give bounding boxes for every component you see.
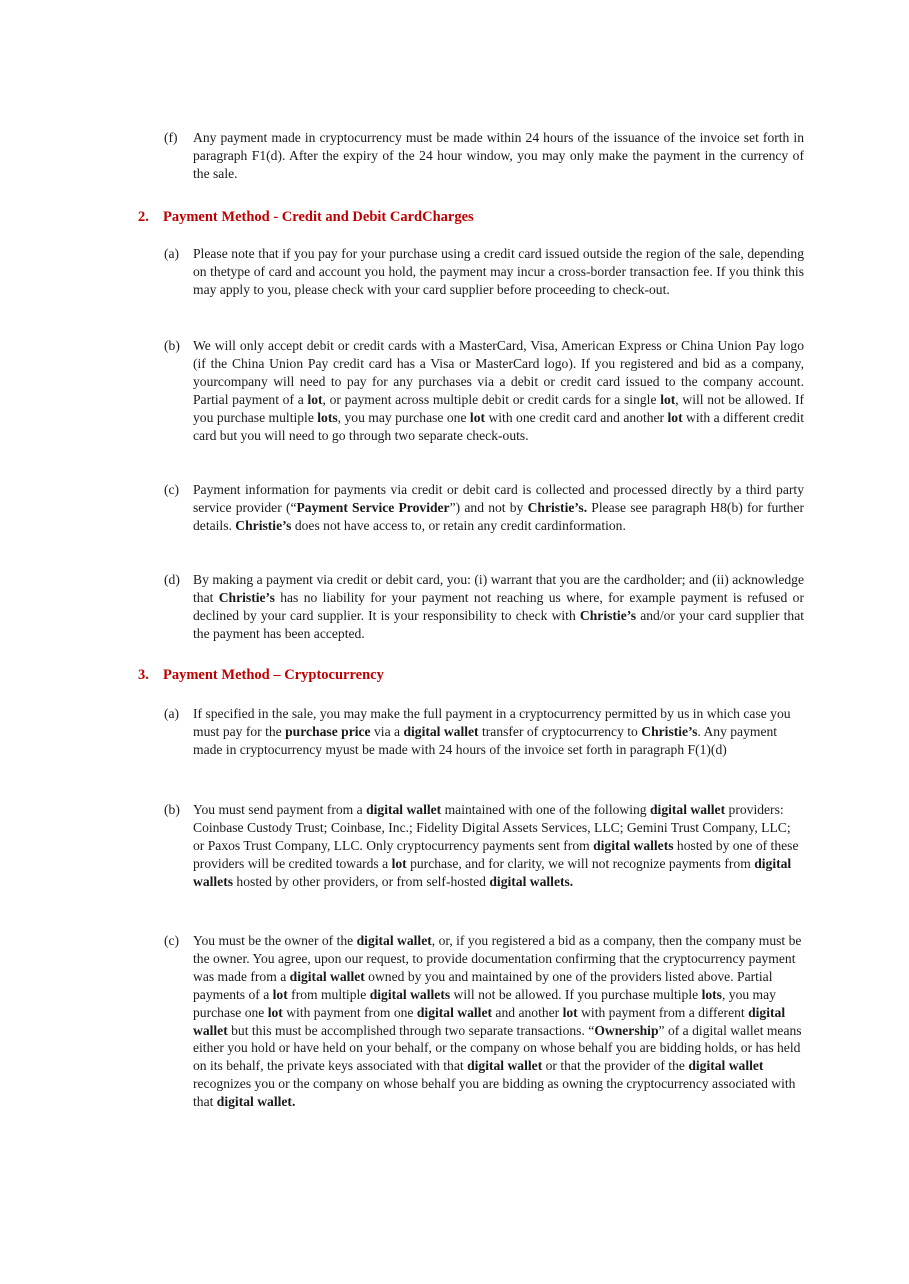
defined-term: digital wallet bbox=[416, 1004, 493, 1020]
defined-term: digital wallet bbox=[649, 802, 726, 817]
section-number: 3. bbox=[138, 667, 149, 683]
item-label: (a) bbox=[164, 246, 180, 261]
defined-term: digital wallets bbox=[369, 986, 451, 1002]
item-label: (b) bbox=[164, 338, 180, 353]
defined-term: Christie’s bbox=[235, 517, 292, 533]
defined-term: lots bbox=[701, 986, 722, 1002]
defined-term: Christie’s bbox=[218, 589, 275, 605]
paragraph-text: By making a payment via credit or debit card, you: (i) warrant that you are the cardholder; and (ii) acknowledge that Christie’s has no liability for your payment not reaching us where, for example payment is refused or declined by your card supplier. It is your responsibility to check with Christie’s and/or your card supplier that the payment has been accepted. bbox=[193, 572, 804, 641]
defined-term: Christie’s. bbox=[527, 499, 588, 515]
item-label: (b) bbox=[164, 802, 180, 817]
paragraph-3c bbox=[164, 932, 804, 1111]
section-title: Payment Method - Credit and Debit CardCharges bbox=[163, 209, 474, 225]
paragraph-2c bbox=[164, 481, 804, 535]
defined-term: digital wallet bbox=[688, 1058, 764, 1074]
defined-term: lots bbox=[317, 409, 338, 425]
paragraph-2a bbox=[164, 245, 804, 299]
paragraph-text: If specified in the sale, you may make the full payment in a cryptocurrency permitted by us in which case you must pay for the purchase price via a digital wallet transfer of cryptocurrency to Christie’s. Any payment made in cryptocurrency myust be made with 24 hours of the invoice set forth in paragraph F(1)(d) bbox=[193, 706, 791, 757]
defined-term: lot bbox=[307, 391, 323, 407]
section-number: 2. bbox=[138, 209, 149, 225]
paragraph-f bbox=[164, 129, 804, 183]
defined-term: digital wallets. bbox=[489, 873, 574, 889]
item-label: (c) bbox=[164, 482, 180, 497]
defined-term: lot bbox=[272, 986, 288, 1002]
defined-term: lot bbox=[391, 855, 407, 871]
defined-term: lot bbox=[667, 409, 683, 425]
defined-term: lot bbox=[660, 391, 676, 407]
defined-term: digital wallets bbox=[593, 837, 674, 853]
defined-term: digital wallet bbox=[356, 933, 432, 948]
item-label: (c) bbox=[164, 933, 180, 948]
paragraph-2d bbox=[164, 571, 804, 643]
paragraph-text: You must send payment from a digital wallet maintained with one of the following digital wallet providers: Coinbase Custody Trust; Coinbase, Inc.; Fidelity Digital Assets Services, LLC; Gemini Trust Company, LLC; or Paxos Trust Company, LLC. Only cryptocurrency payments sent from digital wallets hosted by one of these providers will be credited towards a lot purchase, and for clarity, we will not recognize payments from digital wallets hosted by other providers, or from self-hosted digital wallets. bbox=[193, 802, 799, 889]
paragraph-2b bbox=[164, 337, 804, 444]
defined-term: digital wallet bbox=[289, 968, 365, 984]
defined-term: Christie’s bbox=[641, 723, 698, 739]
paragraph-text: Payment information for payments via credit or debit card is collected and processed directly by a third party service provider (“Payment Service Provider”) and not by Christie’s. Please see paragraph H8(b) for further details. Christie’s does not have access to, or retain any credit cardinformation. bbox=[193, 482, 805, 533]
section-heading-3 bbox=[138, 667, 384, 684]
paragraph-3a bbox=[164, 705, 804, 759]
defined-term: lot bbox=[562, 1004, 578, 1020]
defined-term: digital wallet bbox=[366, 802, 442, 817]
defined-term: digital wallet bbox=[403, 723, 479, 739]
defined-term: digital wallet bbox=[216, 1094, 292, 1110]
section-title: Payment Method – Cryptocurrency bbox=[163, 667, 384, 683]
defined-term: . bbox=[291, 1094, 296, 1110]
section-heading-2 bbox=[138, 209, 474, 226]
defined-term: purchase price bbox=[285, 723, 371, 739]
paragraph-text: Please note that if you pay for your purchase using a credit card issued outside the region of the sale, depending on thetype of card and account you hold, the payment may incur a cross-border transaction fee. If you think this may apply to you, please check with your card supplier before proceeding to check-out. bbox=[193, 246, 804, 297]
defined-term: lot bbox=[469, 409, 486, 425]
paragraph-text: We will only accept debit or credit cards with a MasterCard, Visa, American Express or China Union Pay logo (if the China Union Pay credit card has a Visa or MasterCard logo). If you registered and bid as a company, yourcompany will need to pay for any purchases via a debit or credit card issued to the company account. Partial payment of a lot, or payment across multiple debit or credit cards for a single lot, will not be allowed. If you purchase multiple lots, you may purchase one lot with one credit card and another lot with a different credit card but you will need to go through two separate check-outs. bbox=[193, 338, 805, 443]
paragraph-text: Any payment made in cryptocurrency must be made within 24 hours of the issuance of the invoice set forth in paragraph F1(d). After the expiry of the 24 hour window, you may only make the payment in the currency of the sale. bbox=[193, 130, 804, 181]
defined-term: digital wallet bbox=[193, 1004, 786, 1038]
defined-term: digital wallet bbox=[467, 1058, 543, 1074]
item-label: (f) bbox=[164, 130, 178, 145]
paragraph-3b bbox=[164, 801, 804, 891]
defined-term: Payment Service Provider bbox=[296, 499, 450, 515]
defined-term: Ownership bbox=[594, 1022, 659, 1038]
defined-term: digital wallets bbox=[193, 855, 792, 889]
item-label: (a) bbox=[164, 706, 180, 721]
paragraph-text: You must be the owner of the digital wallet, or, if you registered a bid as a company, then the company must be the owner. You agree, upon our request, to provide documentation confirming that the cryptocurrency payment was made from a digital wallet owned by you and maintained by one of the providers listed above. Partial payments of a lot from multiple digital wallets will not be allowed. If you purchase multiple lots, you may purchase one lot with payment from one digital wallet and another lot with payment from a different digital wallet but this must be accomplished through two separate transactions. “Ownership” of a digital wallet means either you hold or have held on your behalf, or the company on whose behalf you are bidding holds, or has held on its behalf, the private keys associated with that digital wallet or that the provider of the digital wallet recognizes you or the company on whose behalf you are bidding as owning the cryptocurrency associated with that digital wallet. bbox=[193, 933, 802, 1110]
item-label: (d) bbox=[164, 572, 180, 587]
defined-term: lot bbox=[267, 1004, 283, 1020]
defined-term: Christie’s bbox=[579, 607, 637, 623]
